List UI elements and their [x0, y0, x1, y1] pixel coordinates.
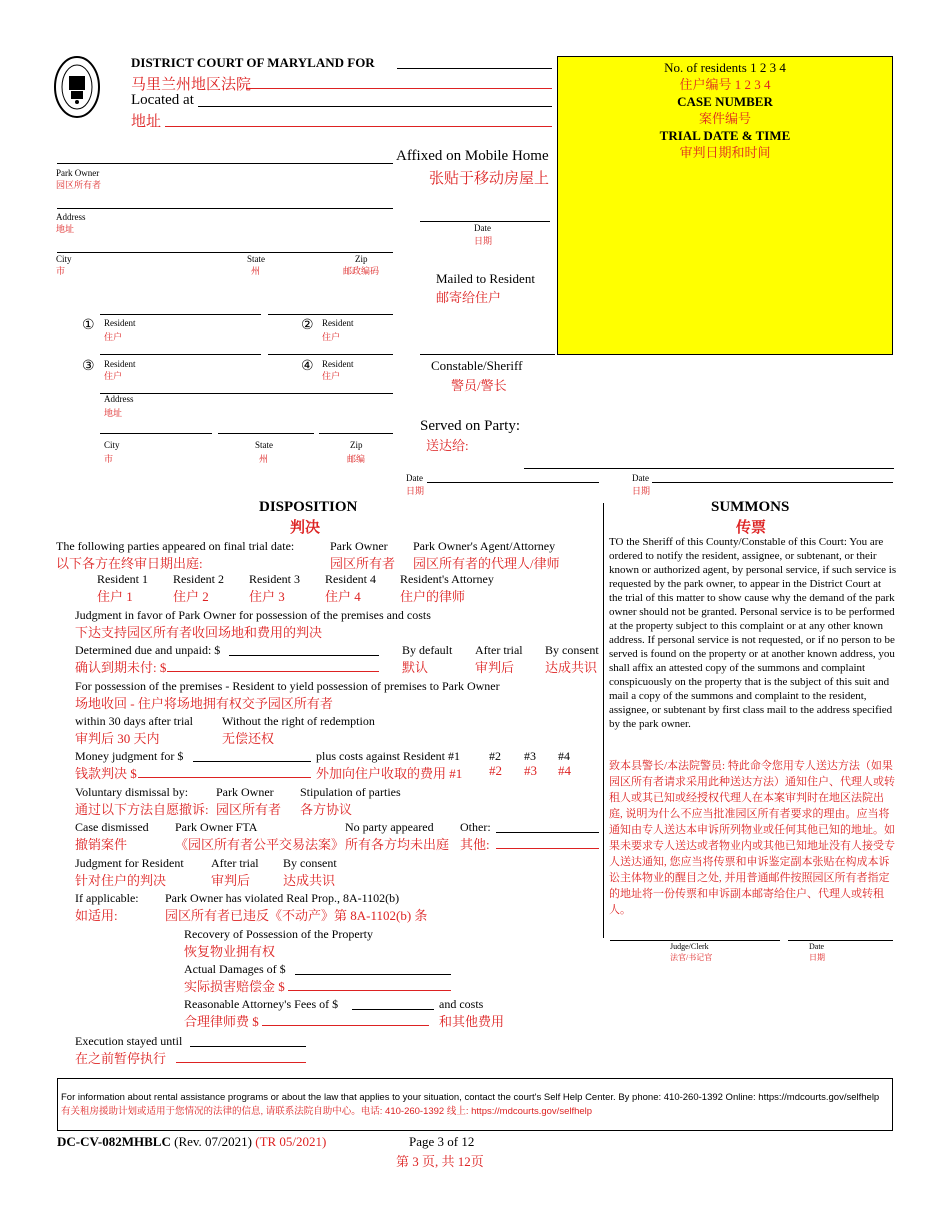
fta-option-cn: 《园区所有者公平交易法案》 — [175, 837, 345, 852]
resident-1-label: Resident — [104, 318, 136, 328]
constable-label-cn: 警员/警长 — [451, 378, 507, 393]
served-label-cn: 送达给: — [426, 438, 469, 453]
costs-resident-2[interactable]: #2 — [489, 749, 501, 763]
resident-state-label-cn: 州 — [259, 454, 269, 464]
appeared-resident-4[interactable]: Resident 4 — [325, 572, 376, 586]
appeared-park-owner[interactable]: Park Owner — [330, 539, 388, 553]
judge-label-cn: 法官/书记官 — [670, 953, 713, 962]
zip-label: Zip — [355, 254, 368, 264]
resident-address-line[interactable] — [100, 393, 393, 394]
possession-option[interactable]: For possession of the premises - Resident to yield possession of premises to Park Owner — [75, 679, 500, 693]
fees-label[interactable]: Reasonable Attorney's Fees of $ — [184, 997, 339, 1011]
resident-4-label: Resident — [322, 359, 354, 369]
stipulation-option-cn: 各方协议 — [300, 802, 353, 817]
appeared-resident-attorney[interactable]: Resident's Attorney — [400, 572, 494, 586]
court-county-line-cn[interactable] — [246, 88, 552, 89]
summons-divider — [603, 503, 604, 938]
summons-title: SUMMONS — [711, 499, 790, 515]
resident-2-label-cn: 住户 — [322, 332, 341, 342]
residents-count[interactable]: No. of residents 1 2 3 4 — [664, 60, 786, 75]
after-trial-option[interactable]: After trial — [475, 643, 523, 657]
and-costs-label: and costs — [439, 997, 484, 1011]
park-owner-line[interactable] — [57, 163, 393, 164]
appeared-agent-cn: 园区所有者的代理人/律师 — [413, 556, 560, 571]
case-number-label-cn: 案件编号 — [698, 111, 751, 126]
park-owner-label-cn: 园区所有者 — [56, 180, 102, 190]
court-title-cn: 马里兰州地区法院 — [131, 77, 252, 93]
costs-resident-4[interactable]: #4 — [558, 749, 570, 763]
by-default-option[interactable]: By default — [402, 643, 453, 657]
other-line-cn[interactable] — [496, 848, 599, 849]
within-30-days-option[interactable]: within 30 days after trial — [75, 714, 193, 728]
case-number-label: CASE NUMBER — [677, 94, 773, 109]
stayed-line-cn[interactable] — [176, 1062, 306, 1063]
after-trial-option-cn: 审判后 — [475, 660, 515, 675]
resident-city-label: City — [104, 440, 120, 450]
page-number: Page 3 of 12 — [409, 1134, 475, 1149]
judge-date-label-cn: 日期 — [809, 953, 825, 962]
address-label: Address — [56, 212, 86, 222]
due-label-cn: 确认到期未付: $ — [75, 660, 167, 675]
located-line[interactable] — [198, 106, 552, 107]
resident-zip-label-cn: 邮编 — [347, 454, 366, 464]
resident-3-label: Resident — [104, 359, 136, 369]
without-redemption-option-cn: 无偿还权 — [222, 731, 275, 746]
disposition-title-cn: 判决 — [290, 520, 321, 536]
violated-option[interactable]: Park Owner has violated Real Prop., 8A-1102(b) — [165, 891, 400, 905]
money-amount-line-cn[interactable] — [138, 777, 311, 778]
state-label: State — [247, 254, 265, 264]
trial-date-label-cn: 审判日期和时间 — [679, 145, 771, 160]
appeared-resident-attorney-cn: 住户的律师 — [400, 589, 466, 604]
case-dismissed-label: Case dismissed — [75, 820, 149, 834]
no-party-option[interactable]: No party appeared — [345, 820, 434, 834]
costs-resident-1[interactable]: plus costs against Resident #1 — [316, 749, 460, 763]
recovery-option-cn: 恢复物业拥有权 — [184, 944, 276, 959]
resident-2-line[interactable] — [268, 314, 393, 315]
other-option-cn: 其他: — [460, 837, 490, 852]
self-help-info: For information about rental assistance programs or about the law that applies to your situation, contact the court's Self Help Center. By phone: 410-260-1392 Online: https://mdcourts.gov/selfhelp — [61, 1092, 880, 1103]
appeared-resident-1[interactable]: Resident 1 — [97, 572, 148, 586]
resident-4-number: ④ — [301, 359, 314, 374]
date-line-left[interactable] — [427, 482, 599, 483]
resident-after-trial-option-cn: 审判后 — [211, 873, 251, 888]
constable-line[interactable] — [420, 354, 555, 355]
damages-line-cn[interactable] — [288, 990, 451, 991]
resident-zip-label: Zip — [350, 440, 363, 450]
no-party-option-cn: 所有各方均未出庭 — [345, 837, 450, 852]
judgment-resident-label-cn: 针对住户的判决 — [75, 873, 167, 888]
self-help-info-cn: 有关租房援助计划或适用于您情况的法律的信息, 请联系法院自助中心。电话: 410-260-1392 线上: https://mdcourts.gov/selfhelp — [61, 1106, 593, 1117]
zip-label-cn: 邮政编码 — [343, 266, 380, 276]
due-amount-line-cn[interactable] — [167, 671, 379, 672]
fees-line-cn[interactable] — [262, 1025, 429, 1026]
due-amount-line[interactable] — [229, 655, 379, 656]
form-revision: (Rev. 07/2021) — [174, 1134, 252, 1149]
located-line-cn[interactable] — [165, 126, 552, 127]
if-applicable-label: If applicable: — [75, 891, 139, 905]
other-line[interactable] — [496, 832, 599, 833]
affixed-label: Affixed on Mobile Home — [396, 148, 549, 164]
fees-line[interactable] — [352, 1009, 434, 1010]
case-info-box — [557, 56, 893, 355]
by-consent-option-cn: 达成共识 — [545, 660, 598, 675]
appeared-label-cn: 以下各方在终审日期出庭: — [56, 556, 203, 571]
form-translation-revision: (TR 05/2021) — [255, 1134, 327, 1149]
resident-by-consent-option[interactable]: By consent — [283, 856, 337, 870]
voluntary-park-owner-option-cn: 园区所有者 — [216, 802, 282, 817]
affixed-label-cn: 张贴于移动房屋上 — [429, 171, 550, 187]
if-applicable-label-cn: 如适用: — [75, 908, 118, 923]
costs-resident-2-cn: #2 — [489, 763, 502, 778]
appeared-resident-2-cn: 住户 2 — [173, 589, 209, 604]
resident-3-line[interactable] — [100, 354, 261, 355]
stipulation-option[interactable]: Stipulation of parties — [300, 785, 401, 799]
costs-resident-3-cn: #3 — [524, 763, 537, 778]
constable-label: Constable/Sheriff — [431, 358, 523, 373]
city-label-cn: 市 — [56, 266, 66, 276]
summons-title-cn: 传票 — [736, 520, 767, 536]
money-judgment-label[interactable]: Money judgment for $ — [75, 749, 184, 763]
resident-3-label-cn: 住户 — [104, 371, 123, 381]
violated-option-cn: 园区所有者已违反《不动产》第 8A-1102(b) 条 — [165, 908, 428, 923]
located-label: Located at — [131, 92, 194, 108]
judge-date-line[interactable] — [788, 940, 893, 941]
costs-resident-4-cn: #4 — [558, 763, 571, 778]
city-state-zip-line[interactable] — [57, 252, 393, 253]
other-option[interactable]: Other: — [460, 820, 491, 834]
costs-resident-1-cn: 外加向住户收取的费用 #1 — [316, 766, 463, 781]
self-help-info-box — [57, 1078, 893, 1131]
city-label: City — [56, 254, 72, 264]
resident-1-line[interactable] — [100, 314, 261, 315]
mailed-label-cn: 邮寄给住户 — [436, 290, 502, 305]
date-line-right[interactable] — [652, 482, 893, 483]
and-costs-label-cn: 和其他费用 — [439, 1014, 505, 1029]
without-redemption-option[interactable]: Without the right of redemption — [222, 714, 375, 728]
located-label-cn: 地址 — [131, 114, 162, 130]
affixed-date-label-cn: 日期 — [474, 236, 493, 246]
voluntary-park-owner-option[interactable]: Park Owner — [216, 785, 274, 799]
appeared-park-owner-cn: 园区所有者 — [330, 556, 396, 571]
voluntary-dismissal-label: Voluntary dismissal by: — [75, 785, 189, 799]
due-label: Determined due and unpaid: $ — [75, 643, 221, 657]
judgment-owner-option[interactable]: Judgment in favor of Park Owner for possession of the premises and costs — [75, 608, 431, 622]
appeared-label: The following parties appeared on final trial date: — [56, 539, 295, 553]
fees-label-cn: 合理律师费 $ — [184, 1014, 259, 1029]
resident-2-label: Resident — [322, 318, 354, 328]
court-title: DISTRICT COURT OF MARYLAND FOR — [131, 55, 375, 70]
summons-text-cn: 致本县警长/本法院警员: 特此命令您用专人送达方法（如果园区所有者请求采用此种送达方法）通知住户、代理人或转租人或其已知或经授权代理人在本案审判时在地区法院出庭, 说明为什么不应当批准园区所有者要求的理由。应当将通知由专人送达本申诉所列物业或任何其他已知的地址。如果未要求专人送达或者物业内或其他已知地址没有人接受专人送达通知, 您应当将传票和申诉鉴定副本张贴在构成本诉讼主体物业的醒目之处, 并用普通邮件按照园区所有者指定的地址将一份传票和申诉副本邮寄给住户、代理人或转租人。 — [609, 760, 895, 916]
trial-date-label: TRIAL DATE & TIME — [659, 128, 791, 143]
date-right-label: Date — [632, 473, 649, 483]
stayed-line[interactable] — [190, 1046, 306, 1047]
by-consent-option[interactable]: By consent — [545, 643, 599, 657]
form-id: DC-CV-082MHBLC — [57, 1134, 171, 1149]
served-label: Served on Party: — [420, 418, 520, 434]
page-number-cn: 第 3 页, 共 12页 — [396, 1154, 484, 1169]
case-dismissed-label-cn: 撤销案件 — [75, 837, 128, 852]
appeared-resident-1-cn: 住户 1 — [97, 589, 133, 604]
resident-by-consent-option-cn: 达成共识 — [283, 873, 336, 888]
fta-option[interactable]: Park Owner FTA — [175, 820, 258, 834]
judge-label: Judge/Clerk — [670, 942, 709, 951]
resident-address-label: Address — [104, 394, 134, 404]
state-label-cn: 州 — [251, 266, 261, 276]
resident-3-number: ③ — [82, 359, 95, 374]
resident-1-number: ① — [82, 318, 95, 333]
money-amount-line[interactable] — [193, 761, 311, 762]
address-label-cn: 地址 — [56, 224, 75, 234]
resident-address-label-cn: 地址 — [104, 408, 123, 418]
residents-count-cn: 住户编号 1 2 3 4 — [679, 77, 771, 92]
by-default-option-cn: 默认 — [402, 660, 429, 675]
court-seal — [54, 56, 100, 118]
resident-2-number: ② — [301, 318, 314, 333]
served-party-line[interactable] — [524, 468, 894, 469]
appeared-resident-3[interactable]: Resident 3 — [249, 572, 300, 586]
voluntary-dismissal-label-cn: 通过以下方法自愿撤诉: — [75, 802, 209, 817]
within-30-days-option-cn: 审判后 30 天内 — [75, 731, 160, 746]
damages-label[interactable]: Actual Damages of $ — [184, 962, 286, 976]
money-judgment-label-cn: 钱款判决 $ — [75, 766, 137, 781]
disposition-title: DISPOSITION — [259, 499, 358, 515]
judgment-owner-option-cn: 下达支持园区所有者收回场地和费用的判决 — [75, 625, 323, 640]
recovery-option[interactable]: Recovery of Possession of the Property — [184, 927, 373, 941]
judge-signature-line[interactable] — [610, 940, 780, 941]
address-line[interactable] — [57, 208, 393, 209]
resident-state-line[interactable] — [218, 433, 314, 434]
appeared-agent[interactable]: Park Owner's Agent/Attorney — [413, 539, 556, 553]
park-owner-label: Park Owner — [56, 168, 100, 178]
affixed-date-label: Date — [474, 223, 491, 233]
date-left-label: Date — [406, 473, 423, 483]
date-right-label-cn: 日期 — [632, 486, 651, 496]
summons-text: TO the Sheriff of this County/Constable of this Court: You are ordered to notify the resident, assignee, or subtenant, or their known or authorized agent, by personal service, if such service is requested by the park owner, to appear in the District Court at the trial of this matter to show cause why the demand of the park owner should not be granted. Personal service is to be performed at the property subject to this complaint or at any other known address. If personal service is not requested, or if no person to be served is found on the property or at another known address, you shall affix an attested copy of the summons and complaint conspicuously on the property that is the subject of this suit and mail a copy of the summons and complaint to the resident, assignee, or subtenant by first class mail to the address specified by the park owner. — [609, 536, 897, 730]
resident-1-label-cn: 住户 — [104, 332, 123, 342]
resident-state-label: State — [255, 440, 273, 450]
judgment-resident-label[interactable]: Judgment for Resident — [75, 856, 184, 870]
date-left-label-cn: 日期 — [406, 486, 425, 496]
seal-icon — [54, 56, 100, 118]
appeared-resident-4-cn: 住户 4 — [325, 589, 361, 604]
resident-city-label-cn: 市 — [104, 454, 114, 464]
court-county-line[interactable] — [397, 68, 552, 69]
possession-option-cn: 场地收回 - 住户将场地拥有权交予园区所有者 — [75, 696, 333, 711]
appeared-resident-3-cn: 住户 3 — [249, 589, 285, 604]
appeared-resident-2[interactable]: Resident 2 — [173, 572, 224, 586]
resident-zip-line[interactable] — [319, 433, 393, 434]
damages-line[interactable] — [295, 974, 451, 975]
stayed-label: Execution stayed until — [75, 1034, 183, 1048]
judge-date-label: Date — [809, 942, 825, 951]
resident-4-line[interactable] — [268, 354, 393, 355]
resident-city-line[interactable] — [100, 433, 212, 434]
affixed-date-line[interactable] — [420, 221, 550, 222]
costs-resident-3[interactable]: #3 — [524, 749, 536, 763]
stayed-label-cn: 在之前暂停执行 — [75, 1051, 167, 1066]
damages-label-cn: 实际损害赔偿金 $ — [184, 979, 285, 994]
resident-4-label-cn: 住户 — [322, 371, 341, 381]
mailed-label: Mailed to Resident — [436, 271, 535, 286]
resident-after-trial-option[interactable]: After trial — [211, 856, 259, 870]
